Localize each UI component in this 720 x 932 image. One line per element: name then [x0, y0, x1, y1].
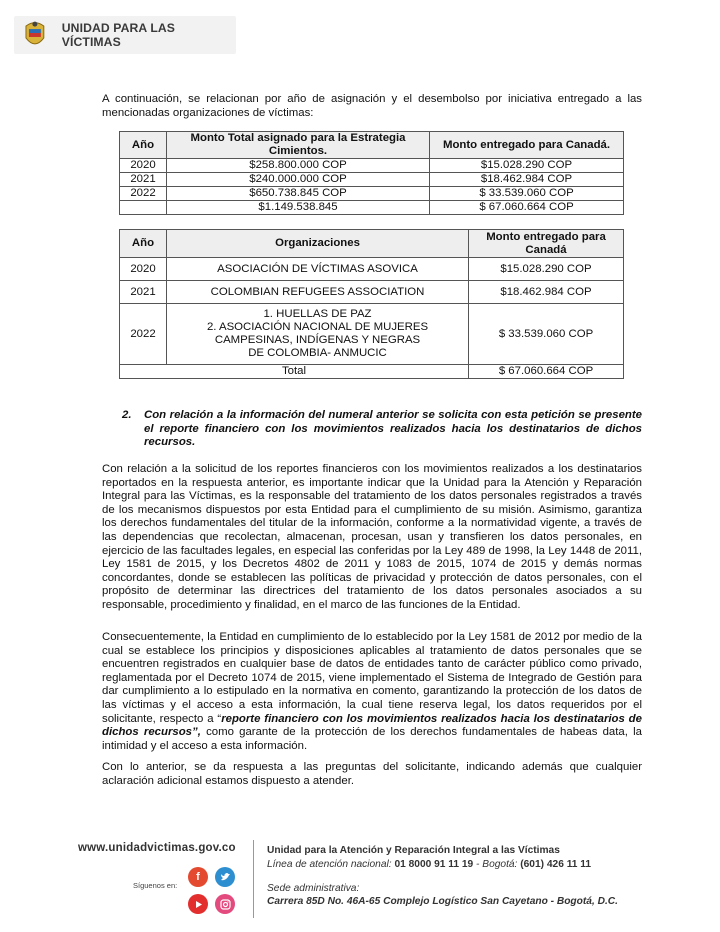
cell-canada: $ 33.539.060 COP [430, 187, 624, 201]
cell-canada: $18.462.984 COP [430, 173, 624, 187]
intro-paragraph: A continuación, se relacionan por año de asignación y el desembolso por iniciativa entregado a las mencionadas organizaciones de víctimas: [102, 93, 642, 119]
numbered-item-2 [122, 409, 642, 450]
table-row [120, 159, 624, 173]
paragraph-3: Con lo anterior, se da respuesta a las preguntas del solicitante, indicando además que cualquier aclaración adicional estamos dispuesto a atender. [102, 761, 642, 787]
cell-total: $1.149.538.845 [167, 201, 430, 215]
document-body [102, 93, 642, 787]
cell-organization: COLOMBIAN REFUGEES ASSOCIATION [167, 281, 469, 304]
table-row [120, 187, 624, 201]
cell-canada: $15.028.290 COP [430, 159, 624, 173]
organization-list [171, 308, 464, 361]
table-total-row [120, 365, 624, 379]
footer-hq-label: Sede administrativa: [267, 883, 360, 894]
paragraph-2 [102, 631, 642, 753]
table-row [120, 201, 624, 215]
cell-total: $258.800.000 COP [167, 159, 430, 173]
item-number: 2. [122, 409, 132, 421]
website-link[interactable]: www.unidadvictimas.gov.co [78, 842, 236, 854]
list-item: 1. HUELLAS DE PAZ [263, 307, 372, 320]
table-row [120, 304, 624, 365]
footer-hotline [267, 859, 591, 870]
paragraph-1: Con relación a la solicitud de los reportes financieros con los movimientos realizados a los destinatarios reportados en la respuesta anterior, es importante indicar que la Unidad para la Atención y Reparación Integral para las Víctimas, es la responsable del tratamiento de los datos personales registrados a través de los mecanismos dispuestos por esta Entidad para el cumplimiento de su misión. Asimismo, garantiza los derechos fundamentales del titular de la información, conforme a la normatividad vigente, a través de las dependencias que recolectan, almacenan, procesan, usan y transfieren los datos personales, en ejercicio de las facultades legales, en especial las conferidas por la Ley 489 de 1998, la Ley 1448 de 2011, Ley 1581 de 2015, y los Decretos 4802 de 2011 y 1083 de 2015, 1074 de 2015 y demás normas concordantes, donde se establecen las políticas de privacidad y protección de datos personales, con el propósito de determinar las directrices del tratamiento de los datos personales asociados a su responsable, procedimiento y finalidad, en el marco de las funciones de la Entidad. [102, 463, 642, 611]
item-text: Con relación a la información del numeral anterior se solicita con esta petición se presente el reporte financiero con los movimientos realizados hacia los destinatarios de dichos recursos. [144, 409, 642, 449]
col-organizations: Organizaciones [167, 230, 469, 258]
cell-year: 2020 [120, 159, 167, 173]
list-item: CAMPESINAS, INDÍGENAS Y NEGRAS [214, 334, 421, 346]
total-label: Total [120, 365, 469, 379]
table-row [120, 281, 624, 304]
page-header [14, 16, 236, 54]
cell-organization: ASOCIACIÓN DE VÍCTIMAS ASOVICA [167, 258, 469, 281]
cell-year: 2022 [120, 304, 167, 365]
twitter-icon[interactable] [215, 867, 235, 887]
col-year: Año [120, 132, 167, 159]
follow-label: Síguenos en: [133, 881, 178, 890]
total-amount: $ 67.060.664 COP [469, 365, 624, 379]
bogota-label: - Bogotá: [473, 859, 518, 870]
cell-amount: $ 33.539.060 COP [469, 304, 624, 365]
cell-total: $240.000.000 COP [167, 173, 430, 187]
footer-divider [253, 840, 254, 918]
hotline-number: 01 8000 91 11 19 [394, 859, 474, 870]
table-header-row [120, 132, 624, 159]
table-row [120, 173, 624, 187]
col-year: Año [120, 230, 167, 258]
list-item: DE COLOMBIA- ANMUCIC [248, 347, 387, 360]
cell-amount: $15.028.290 COP [469, 258, 624, 281]
facebook-icon[interactable]: f [188, 867, 208, 887]
instagram-icon[interactable] [215, 894, 235, 914]
bogota-number: (601) 426 11 11 [520, 859, 592, 870]
coat-of-arms-icon [22, 20, 48, 50]
list-item: 2. ASOCIACIÓN NACIONAL DE MUJERES [206, 320, 429, 333]
footer-hq-address: Carrera 85D No. 46A-65 Complejo Logístico San Cayetano - Bogotá, D.C. [267, 896, 618, 907]
col-canada: Monto entregado para Canadá [469, 230, 624, 258]
cell-year: 2020 [120, 258, 167, 281]
cell-year: 2021 [120, 173, 167, 187]
table-header-row [120, 230, 624, 258]
cell-total: $650.738.845 COP [167, 187, 430, 201]
cell-amount: $18.462.984 COP [469, 281, 624, 304]
cell-year [120, 201, 167, 215]
cell-canada: $ 67.060.664 COP [430, 201, 624, 215]
table-row [120, 258, 624, 281]
col-total: Monto Total asignado para la Estrategia Cimientos. [167, 132, 430, 159]
entity-name: UNIDAD PARA LAS VÍCTIMAS [61, 21, 175, 49]
organizations-table [119, 229, 624, 379]
cell-organization [167, 304, 469, 365]
col-canada: Monto entregado para Canadá. [430, 132, 624, 159]
footer-org-name: Unidad para la Atención y Reparación Integral a las Víctimas [267, 845, 560, 856]
cell-year: 2022 [120, 187, 167, 201]
cell-year: 2021 [120, 281, 167, 304]
hotline-label: Línea de atención nacional: [267, 859, 392, 870]
paragraph-2-text-end: como garante de la protección de los derechos fundamentales de habeas data, la intimidad y el acceso a esta información. [102, 726, 642, 752]
paragraph-2-emphasis: reporte financiero con los movimientos realizados hacia los destinatarios de dichos recursos”, [102, 712, 642, 739]
allocation-table [119, 131, 624, 215]
youtube-icon[interactable] [188, 894, 208, 914]
paragraph-2-text: Consecuentemente, la Entidad en cumplimiento de lo establecido por la Ley 1581 de 2012 por medio de la cual se establece los principios y disposiciones aplicables al tratamiento de datos personales que se encuentren registrados en cualquier base de datos de entidades tanto de carácter público como privado, reglamentada por el Decreto 1074 de 2015, viene implementado el Sistema de Integrado de Gestión para dar cumplimiento a lo estipulado en la normativa en comento, garantizando la protección de los datos de las víctimas y el acceso a esta información, la cual tiene reserva legal, los datos requeridos por el solicitante, respecto a “ [102, 631, 642, 725]
